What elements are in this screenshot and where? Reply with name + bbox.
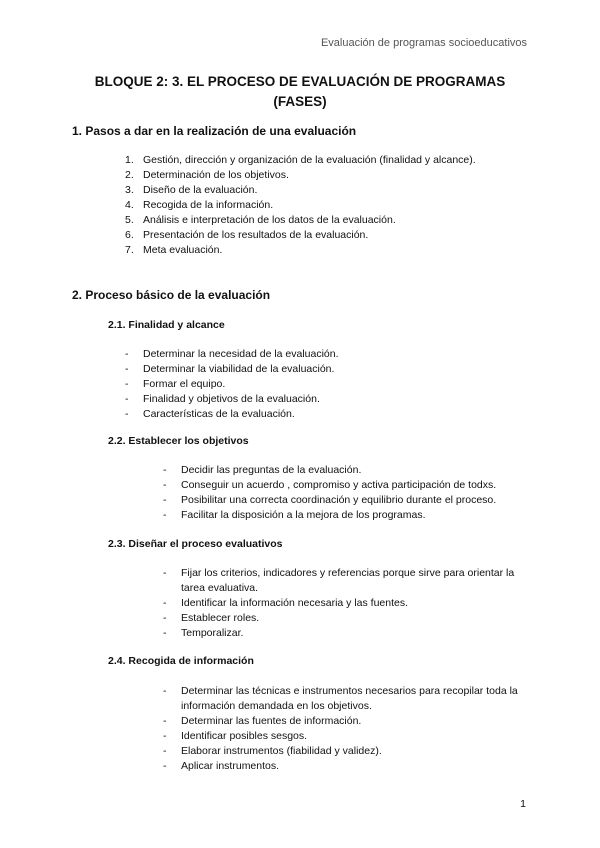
list-marker: -: [163, 745, 167, 757]
list-marker: -: [163, 612, 167, 624]
list-item-text: Recogida de la información.: [143, 199, 274, 211]
list-item: [163, 626, 526, 641]
list-item-text: Temporalizar.: [181, 627, 244, 639]
subsection-2-4-list: [163, 684, 526, 774]
list-item-text: Determinar las técnicas e instrumentos necesarios para recopilar toda la información demandada en los objetivos.: [181, 685, 518, 712]
list-item: [163, 684, 526, 714]
list-marker: -: [163, 479, 167, 491]
list-item-text: Meta evaluación.: [143, 244, 223, 256]
list-number: 6.: [125, 229, 134, 241]
list-marker: -: [125, 408, 129, 420]
list-item-text: Identificar posibles sesgos.: [181, 730, 308, 742]
list-marker: -: [125, 348, 129, 360]
list-number: 2.: [125, 169, 134, 181]
list-item: [125, 392, 523, 407]
list-item-text: Posibilitar una correcta coordinación y equilibrio durante el proceso.: [181, 494, 497, 506]
list-marker: -: [163, 685, 167, 697]
list-marker: -: [163, 715, 167, 727]
list-marker: -: [163, 567, 167, 579]
list-item-text: Características de la evaluación.: [143, 408, 295, 420]
section-2-heading: 2. Proceso básico de la evaluación: [72, 288, 271, 302]
list-item: [125, 198, 523, 213]
list-item: [125, 362, 523, 377]
list-item-text: Determinar la necesidad de la evaluación.: [143, 348, 339, 360]
list-item: [125, 153, 523, 168]
list-item-text: Establecer roles.: [181, 612, 260, 624]
list-item-text: Decidir las preguntas de la evaluación.: [181, 464, 362, 476]
subsection-2-1-heading: 2.1. Finalidad y alcance: [108, 319, 225, 331]
subsection-2-1-list: [125, 347, 523, 422]
list-item-text: Identificar la información necesaria y las fuentes.: [181, 597, 409, 609]
list-item-text: Determinar la viabilidad de la evaluación.: [143, 363, 335, 375]
list-item-text: Diseño de la evaluación.: [143, 184, 258, 196]
list-item: [125, 407, 523, 422]
list-number: 1.: [125, 154, 134, 166]
subsection-2-2-heading: 2.2. Establecer los objetivos: [108, 435, 249, 447]
list-marker: -: [163, 464, 167, 476]
list-item: [125, 168, 523, 183]
subsection-2-4-heading: 2.4. Recogida de información: [108, 655, 254, 667]
list-item-text: Formar el equipo.: [143, 378, 226, 390]
list-item-text: Determinar las fuentes de información.: [181, 715, 362, 727]
list-number: 5.: [125, 214, 134, 226]
list-item-text: Elaborar instrumentos (fiabilidad y validez).: [181, 745, 382, 757]
list-item: [163, 729, 526, 744]
list-item: [163, 611, 526, 626]
title-line-1: BLOQUE 2: 3. EL PROCESO DE EVALUACIÓN DE PROGRAMAS: [94, 74, 506, 89]
list-item: [125, 213, 523, 228]
list-item: [125, 347, 523, 362]
subsection-2-2-list: [163, 463, 526, 523]
section-1-list: [125, 153, 523, 258]
title-line-2: (FASES): [273, 94, 327, 109]
page-title: [60, 72, 540, 112]
list-item-text: Finalidad y objetivos de la evaluación.: [143, 393, 320, 405]
list-item: [163, 463, 526, 478]
list-marker: -: [163, 597, 167, 609]
list-item: [163, 508, 526, 523]
list-marker: -: [125, 393, 129, 405]
page-number: 1: [520, 798, 526, 810]
list-item-text: Presentación de los resultados de la evaluación.: [143, 229, 369, 241]
subsection-2-3-heading: 2.3. Diseñar el proceso evaluativos: [108, 538, 283, 550]
list-item-text: Fijar los criterios, indicadores y referencias porque sirve para orientar la tarea evaluativa.: [181, 567, 515, 594]
list-item-text: Gestión, dirección y organización de la evaluación (finalidad y alcance).: [143, 154, 476, 166]
list-item-text: Aplicar instrumentos.: [181, 760, 280, 772]
list-number: 4.: [125, 199, 134, 211]
list-item: [125, 183, 523, 198]
list-item: [163, 759, 526, 774]
list-marker: -: [163, 760, 167, 772]
list-item-text: Facilitar la disposición a la mejora de los programas.: [181, 509, 426, 521]
list-marker: -: [163, 627, 167, 639]
subsection-2-3-list: [163, 566, 526, 641]
list-marker: -: [163, 509, 167, 521]
list-item: [125, 243, 523, 258]
list-marker: -: [125, 363, 129, 375]
list-item: [163, 493, 526, 508]
list-item: [125, 377, 523, 392]
list-item-text: Análisis e interpretación de los datos de la evaluación.: [143, 214, 396, 226]
list-item: [163, 478, 526, 493]
list-number: 7.: [125, 244, 134, 256]
list-item-text: Determinación de los objetivos.: [143, 169, 289, 181]
section-1-heading: 1. Pasos a dar en la realización de una evaluación: [72, 124, 357, 138]
list-item: [163, 744, 526, 759]
list-item-text: Conseguir un acuerdo , compromiso y activa participación de todxs.: [181, 479, 497, 491]
list-item: [125, 228, 523, 243]
list-item: [163, 596, 526, 611]
list-marker: -: [125, 378, 129, 390]
list-marker: -: [163, 730, 167, 742]
list-item: [163, 566, 526, 596]
list-item: [163, 714, 526, 729]
list-marker: -: [163, 494, 167, 506]
list-number: 3.: [125, 184, 134, 196]
running-header: Evaluación de programas socioeducativos: [320, 37, 527, 49]
